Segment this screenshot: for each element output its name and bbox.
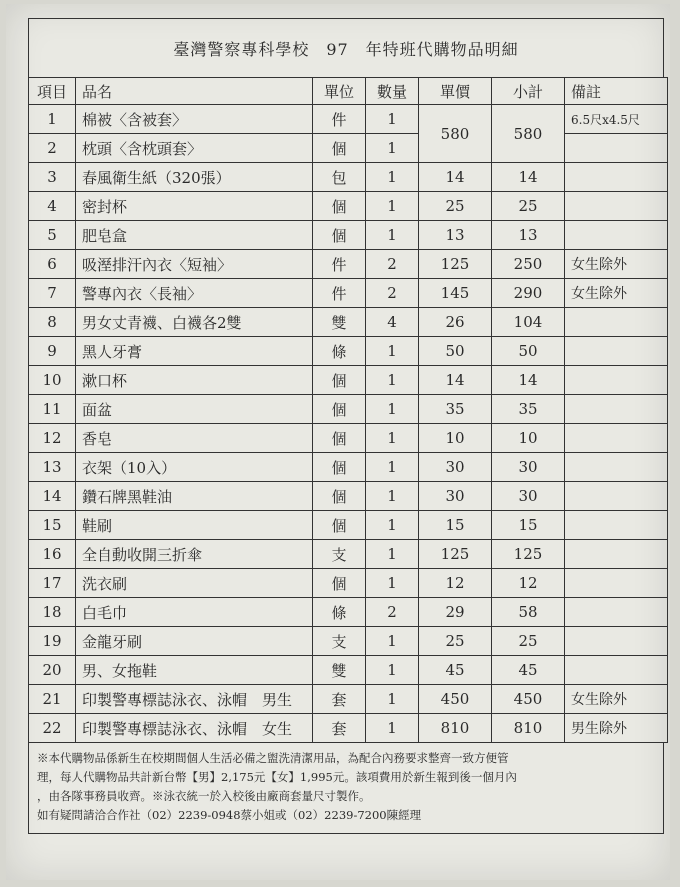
item-no: 9 xyxy=(29,337,76,366)
footer-line-3: ，由各隊事務員收齊。※泳衣統一於入校後由廠商套量尺寸製作。 xyxy=(37,789,371,803)
table-row xyxy=(29,366,668,395)
item-unit: 個 xyxy=(313,134,366,163)
item-qty: 2 xyxy=(366,598,419,627)
header-name: 品名 xyxy=(76,78,313,105)
item-unit: 個 xyxy=(313,424,366,453)
item-qty: 1 xyxy=(366,337,419,366)
item-qty: 1 xyxy=(366,685,419,714)
item-name: 肥皂盒 xyxy=(76,221,313,250)
item-subtotal: 15 xyxy=(492,511,565,540)
item-note xyxy=(565,540,668,569)
item-qty: 1 xyxy=(366,627,419,656)
item-qty: 1 xyxy=(366,511,419,540)
item-note xyxy=(565,598,668,627)
item-no: 3 xyxy=(29,163,76,192)
item-note xyxy=(565,192,668,221)
item-name: 棉被〈含被套〉 xyxy=(76,105,313,134)
item-no: 18 xyxy=(29,598,76,627)
item-subtotal: 14 xyxy=(492,366,565,395)
item-subtotal: 30 xyxy=(492,453,565,482)
item-subtotal: 58 xyxy=(492,598,565,627)
item-note xyxy=(565,134,668,163)
item-note: 女生除外 xyxy=(565,685,668,714)
item-qty: 1 xyxy=(366,482,419,511)
item-no: 20 xyxy=(29,656,76,685)
item-qty: 1 xyxy=(366,453,419,482)
item-note: 6.5尺x4.5尺 xyxy=(565,105,668,134)
item-qty: 1 xyxy=(366,540,419,569)
item-no: 22 xyxy=(29,714,76,743)
item-unit: 支 xyxy=(313,627,366,656)
item-no: 7 xyxy=(29,279,76,308)
item-price: 125 xyxy=(419,250,492,279)
purchase-list-document xyxy=(28,18,664,834)
item-subtotal: 45 xyxy=(492,656,565,685)
item-no: 2 xyxy=(29,134,76,163)
item-unit: 個 xyxy=(313,395,366,424)
footer-line-2: 理，每人代購物品共計新台幣【男】2,175元【女】1,995元。該項費用於新生報到後一個月內 xyxy=(37,770,517,784)
table-row xyxy=(29,540,668,569)
item-no: 8 xyxy=(29,308,76,337)
footer-line-1: ※本代購物品係新生在校期間個人生活必備之盥洗清潔用品，為配合內務要求整齊一致方便管 xyxy=(37,751,509,765)
item-price: 13 xyxy=(419,221,492,250)
item-price: 50 xyxy=(419,337,492,366)
item-name: 警專內衣〈長袖〉 xyxy=(76,279,313,308)
item-subtotal: 30 xyxy=(492,482,565,511)
item-price: 10 xyxy=(419,424,492,453)
table-row xyxy=(29,569,668,598)
item-name: 香皂 xyxy=(76,424,313,453)
item-subtotal: 250 xyxy=(492,250,565,279)
table-row xyxy=(29,424,668,453)
item-price: 15 xyxy=(419,511,492,540)
item-subtotal: 450 xyxy=(492,685,565,714)
item-note xyxy=(565,337,668,366)
item-note xyxy=(565,366,668,395)
item-price: 14 xyxy=(419,163,492,192)
item-note xyxy=(565,308,668,337)
item-subtotal: 290 xyxy=(492,279,565,308)
item-qty: 1 xyxy=(366,192,419,221)
item-qty: 1 xyxy=(366,424,419,453)
item-note: 女生除外 xyxy=(565,279,668,308)
item-qty: 1 xyxy=(366,714,419,743)
item-price: 30 xyxy=(419,482,492,511)
table-row xyxy=(29,395,668,424)
item-subtotal: 10 xyxy=(492,424,565,453)
item-name: 白毛巾 xyxy=(76,598,313,627)
item-unit: 雙 xyxy=(313,656,366,685)
item-qty: 2 xyxy=(366,250,419,279)
items-table xyxy=(28,77,668,743)
header-subtotal: 小計 xyxy=(492,78,565,105)
footer-notes xyxy=(28,743,664,834)
item-note: 男生除外 xyxy=(565,714,668,743)
item-no: 19 xyxy=(29,627,76,656)
item-name: 吸溼排汗內衣〈短袖〉 xyxy=(76,250,313,279)
item-no: 4 xyxy=(29,192,76,221)
item-name: 金龍牙刷 xyxy=(76,627,313,656)
table-row xyxy=(29,134,668,163)
item-qty: 4 xyxy=(366,308,419,337)
item-note: 女生除外 xyxy=(565,250,668,279)
item-note xyxy=(565,656,668,685)
item-unit: 個 xyxy=(313,366,366,395)
item-name: 全自動收開三折傘 xyxy=(76,540,313,569)
item-name: 男女丈青襪、白襪各2雙 xyxy=(76,308,313,337)
item-unit: 個 xyxy=(313,453,366,482)
item-name: 枕頭〈含枕頭套〉 xyxy=(76,134,313,163)
table-row xyxy=(29,221,668,250)
item-no: 6 xyxy=(29,250,76,279)
table-row xyxy=(29,685,668,714)
item-qty: 1 xyxy=(366,395,419,424)
item-no: 13 xyxy=(29,453,76,482)
item-price: 29 xyxy=(419,598,492,627)
table-row xyxy=(29,163,668,192)
item-note xyxy=(565,627,668,656)
item-unit: 個 xyxy=(313,482,366,511)
item-subtotal: 12 xyxy=(492,569,565,598)
item-subtotal: 810 xyxy=(492,714,565,743)
item-price: 450 xyxy=(419,685,492,714)
table-row xyxy=(29,337,668,366)
item-subtotal: 104 xyxy=(492,308,565,337)
item-name: 印製警專標誌泳衣、泳帽 男生 xyxy=(76,685,313,714)
item-note xyxy=(565,482,668,511)
header-no: 項目 xyxy=(29,78,76,105)
item-unit: 雙 xyxy=(313,308,366,337)
table-row xyxy=(29,192,668,221)
table-row xyxy=(29,105,668,134)
item-unit: 個 xyxy=(313,192,366,221)
item-price: 12 xyxy=(419,569,492,598)
item-price: 25 xyxy=(419,627,492,656)
item-no: 5 xyxy=(29,221,76,250)
header-note: 備註 xyxy=(565,78,668,105)
table-row xyxy=(29,482,668,511)
item-qty: 1 xyxy=(366,221,419,250)
table-row xyxy=(29,598,668,627)
item-unit: 個 xyxy=(313,221,366,250)
item-name: 鑽石牌黑鞋油 xyxy=(76,482,313,511)
item-no: 11 xyxy=(29,395,76,424)
item-qty: 1 xyxy=(366,163,419,192)
item-price: 25 xyxy=(419,192,492,221)
item-note xyxy=(565,511,668,540)
item-price: 30 xyxy=(419,453,492,482)
item-price: 26 xyxy=(419,308,492,337)
item-price: 35 xyxy=(419,395,492,424)
paper-sheet xyxy=(6,4,670,880)
item-name: 洗衣刷 xyxy=(76,569,313,598)
item-qty: 1 xyxy=(366,134,419,163)
item-note xyxy=(565,424,668,453)
item-unit: 包 xyxy=(313,163,366,192)
item-no: 12 xyxy=(29,424,76,453)
item-unit: 套 xyxy=(313,685,366,714)
item-no: 14 xyxy=(29,482,76,511)
item-subtotal: 14 xyxy=(492,163,565,192)
item-subtotal: 125 xyxy=(492,540,565,569)
item-unit: 支 xyxy=(313,540,366,569)
item-subtotal: 25 xyxy=(492,192,565,221)
item-price: 45 xyxy=(419,656,492,685)
item-qty: 1 xyxy=(366,569,419,598)
item-no: 16 xyxy=(29,540,76,569)
item-subtotal: 35 xyxy=(492,395,565,424)
item-subtotal-merged: 580 xyxy=(492,105,565,163)
table-row xyxy=(29,511,668,540)
item-no: 17 xyxy=(29,569,76,598)
table-row xyxy=(29,714,668,743)
item-name: 印製警專標誌泳衣、泳帽 女生 xyxy=(76,714,313,743)
item-qty: 1 xyxy=(366,656,419,685)
item-note xyxy=(565,569,668,598)
item-no: 15 xyxy=(29,511,76,540)
item-name: 密封杯 xyxy=(76,192,313,221)
item-no: 1 xyxy=(29,105,76,134)
table-row xyxy=(29,656,668,685)
items-body xyxy=(29,105,668,743)
item-unit: 件 xyxy=(313,279,366,308)
item-price: 145 xyxy=(419,279,492,308)
item-price-merged: 580 xyxy=(419,105,492,163)
item-unit: 套 xyxy=(313,714,366,743)
item-subtotal: 25 xyxy=(492,627,565,656)
item-subtotal: 13 xyxy=(492,221,565,250)
table-row xyxy=(29,279,668,308)
item-name: 黑人牙膏 xyxy=(76,337,313,366)
item-name: 衣架（10入） xyxy=(76,453,313,482)
header-unit: 單位 xyxy=(313,78,366,105)
item-note xyxy=(565,453,668,482)
item-name: 鞋刷 xyxy=(76,511,313,540)
item-unit: 條 xyxy=(313,337,366,366)
item-name: 漱口杯 xyxy=(76,366,313,395)
item-unit: 條 xyxy=(313,598,366,627)
table-header-row xyxy=(29,78,668,105)
item-name: 春風衛生紙（320張） xyxy=(76,163,313,192)
footer-line-4: 如有疑問請洽合作社（02）2239-0948蔡小姐或（02）2239-7200陳經理 xyxy=(37,808,422,822)
item-price: 125 xyxy=(419,540,492,569)
item-qty: 1 xyxy=(366,366,419,395)
item-subtotal: 50 xyxy=(492,337,565,366)
header-price: 單價 xyxy=(419,78,492,105)
table-row xyxy=(29,250,668,279)
item-no: 10 xyxy=(29,366,76,395)
item-price: 810 xyxy=(419,714,492,743)
item-unit: 個 xyxy=(313,511,366,540)
document-title: 臺灣警察專科學校 97 年特班代購物品明細 xyxy=(28,18,664,77)
item-unit: 件 xyxy=(313,105,366,134)
table-row xyxy=(29,308,668,337)
item-name: 男、女拖鞋 xyxy=(76,656,313,685)
item-name: 面盆 xyxy=(76,395,313,424)
item-qty: 1 xyxy=(366,105,419,134)
item-note xyxy=(565,395,668,424)
item-qty: 2 xyxy=(366,279,419,308)
item-no: 21 xyxy=(29,685,76,714)
table-row xyxy=(29,627,668,656)
table-row xyxy=(29,453,668,482)
item-note xyxy=(565,221,668,250)
header-qty: 數量 xyxy=(366,78,419,105)
item-note xyxy=(565,163,668,192)
item-unit: 個 xyxy=(313,569,366,598)
item-unit: 件 xyxy=(313,250,366,279)
item-price: 14 xyxy=(419,366,492,395)
